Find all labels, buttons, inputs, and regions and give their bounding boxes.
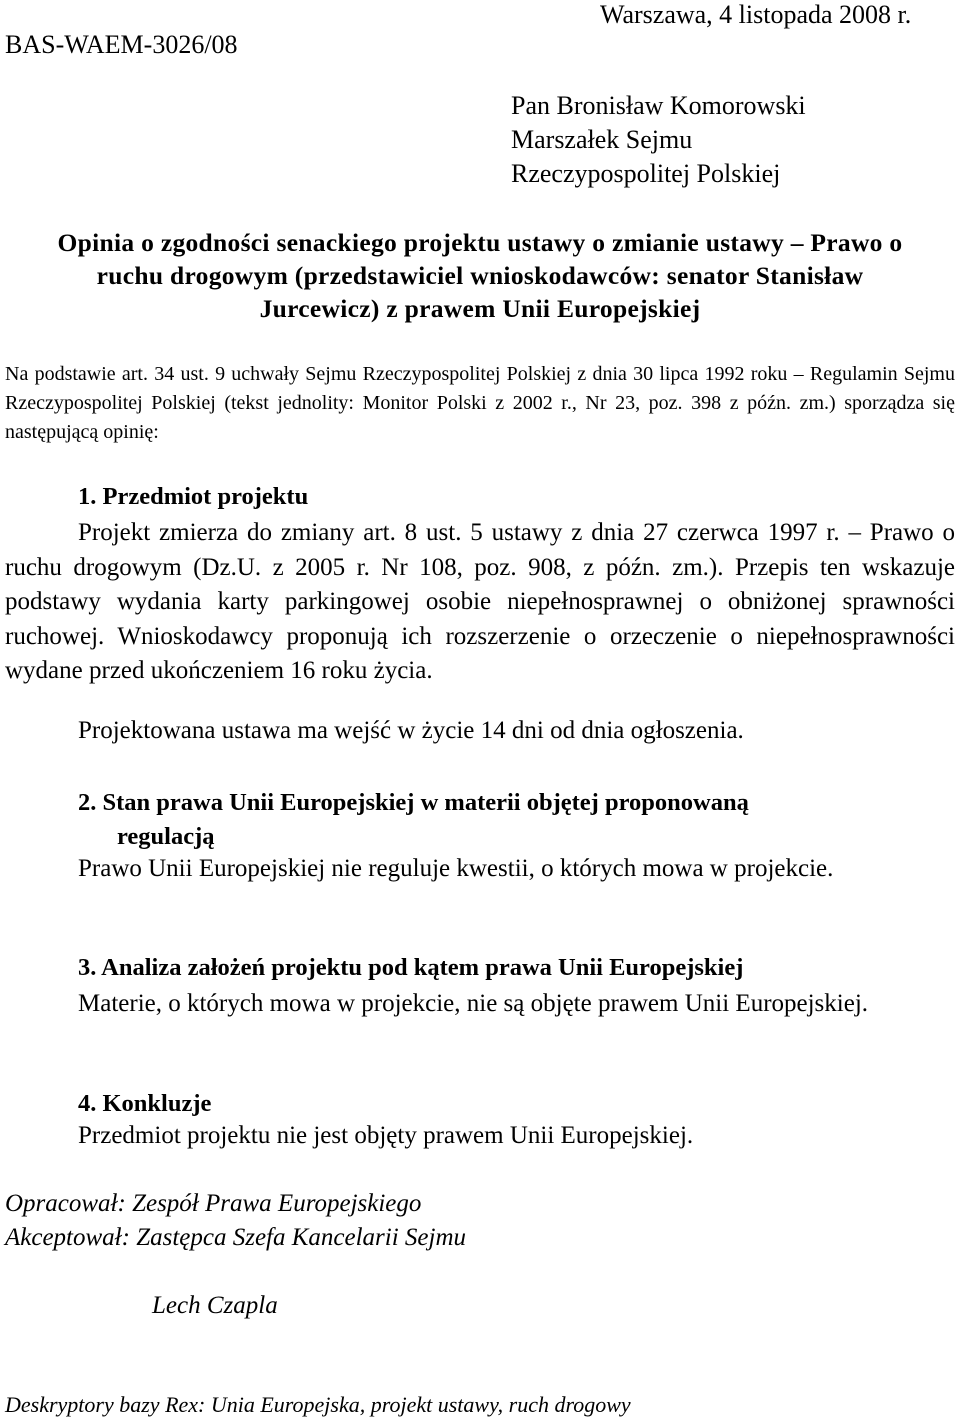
section-3-heading: 3. Analiza założeń projektu pod kątem prawa Unii Europejskiej [78, 954, 744, 981]
document-date: Warszawa, 4 listopada 2008 r. [600, 0, 912, 29]
section-2-paragraph: Prawo Unii Europejskiej nie reguluje kwestii, o których mowa w projekcie. [78, 855, 834, 882]
section-1-heading: 1. Przedmiot projektu [78, 483, 309, 510]
addressee-position: Marszałek Sejmu [511, 125, 693, 154]
section-2-heading-line-2: regulacją [117, 823, 215, 850]
signatory-name: Lech Czapla [152, 1292, 278, 1319]
title-line-3: Jurcewicz) z prawem Unii Europejskiej [259, 294, 701, 323]
document-reference: BAS-WAEM-3026/08 [5, 30, 238, 59]
section-2-heading [78, 786, 958, 854]
addressee-name: Pan Bronisław Komorowski [511, 91, 806, 120]
section-4-paragraph: Przedmiot projektu nie jest objęty prawem Unii Europejskiej. [78, 1122, 694, 1149]
accepted-by: Akceptował: Zastępca Szefa Kancelarii Sejmu [5, 1224, 467, 1251]
document-title [0, 226, 960, 325]
title-line-1: Opinia o zgodności senackiego projektu ustawy o zmianie ustawy – Prawo o [57, 228, 903, 257]
descriptors: Deskryptory bazy Rex: Unia Europejska, projekt ustawy, ruch drogowy [5, 1392, 631, 1417]
intro-paragraph: Na podstawie art. 34 ust. 9 uchwały Sejmu Rzeczypospolitej Polskiej z dnia 30 lipca 1992 roku – Regulamin Sejmu Rzeczypospolitej Polskiej (tekst jednolity: Monitor Polski z 2002 r., Nr 23, poz. 398 z późn. zm.) sporządza się następującą opinię: [5, 363, 955, 443]
prepared-by: Opracował: Zespół Prawa Europejskiego [5, 1190, 422, 1217]
section-1-paragraph-2: Projektowana ustawa ma wejść w życie 14 dni od dnia ogłoszenia. [78, 717, 744, 744]
addressee-institution: Rzeczypospolitej Polskiej [511, 159, 781, 188]
addressee-block [511, 89, 806, 191]
section-4-heading: 4. Konkluzje [78, 1090, 212, 1117]
title-line-2: ruchu drogowym (przedstawiciel wnioskodawców: senator Stanisław [96, 261, 864, 290]
section-3-paragraph: Materie, o których mowa w projekcie, nie są objęte prawem Unii Europejskiej. [78, 990, 869, 1017]
section-2-heading-line-1: 2. Stan prawa Unii Europejskiej w materii objętej proponowaną [78, 789, 749, 816]
section-1-paragraph: Projekt zmierza do zmiany art. 8 ust. 5 ustawy z dnia 27 czerwca 1997 r. – Prawo o ruchu drogowym (Dz.U. z 2005 r. Nr 108, poz. 908, z późn. zm.). Przepis ten wskazuje podstawy wydania karty parkingowej osobie niepełnosprawnej o obniżonej sprawności ruchowej. Wnioskodawcy proponują ich rozszerzenie o orzeczenie o niepełnosprawności wydane przed ukończeniem 16 roku życia. [5, 519, 955, 684]
